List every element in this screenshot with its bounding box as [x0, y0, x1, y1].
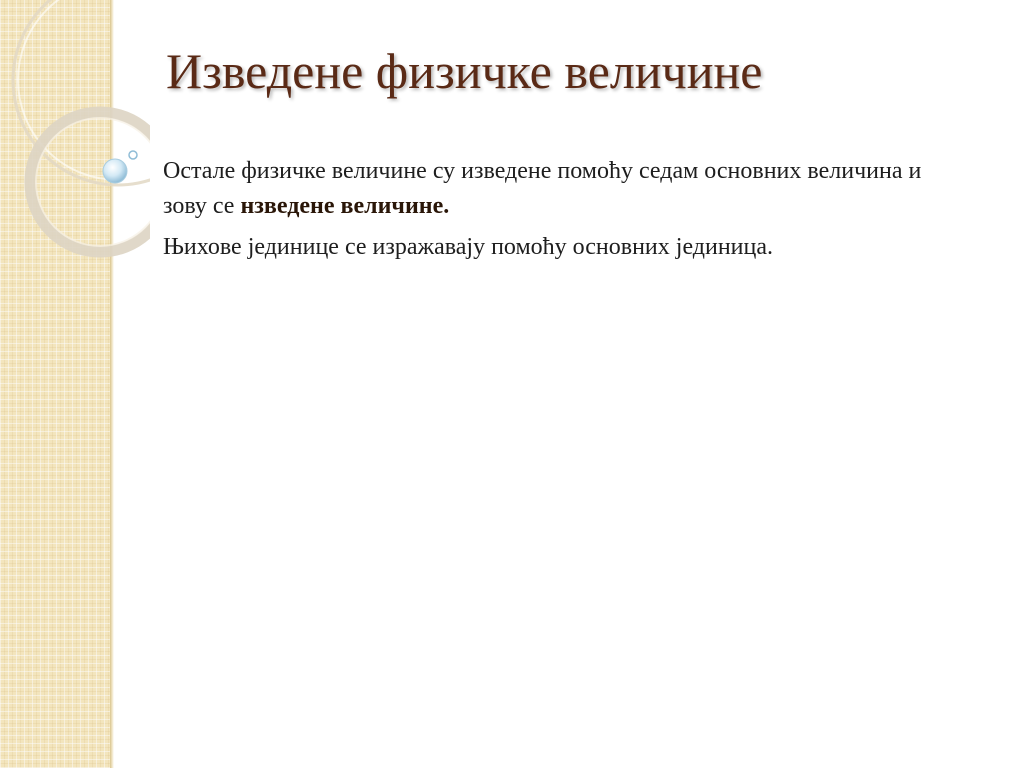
slide-title: Изведене физичке величине: [166, 43, 763, 99]
paragraph-text: Остале физичке величине су изведене помоћу седам основних величина и зову се: [163, 158, 922, 219]
blue-orb-icon: [100, 156, 130, 186]
rings-decoration: [0, 0, 150, 260]
paragraph-derived-quantities: [163, 154, 963, 224]
bold-term: нзведене величине.: [240, 193, 450, 219]
slide-body: [163, 154, 963, 271]
paragraph-units: Њихове јединице се изражавају помоћу основних јединица.: [163, 234, 774, 260]
